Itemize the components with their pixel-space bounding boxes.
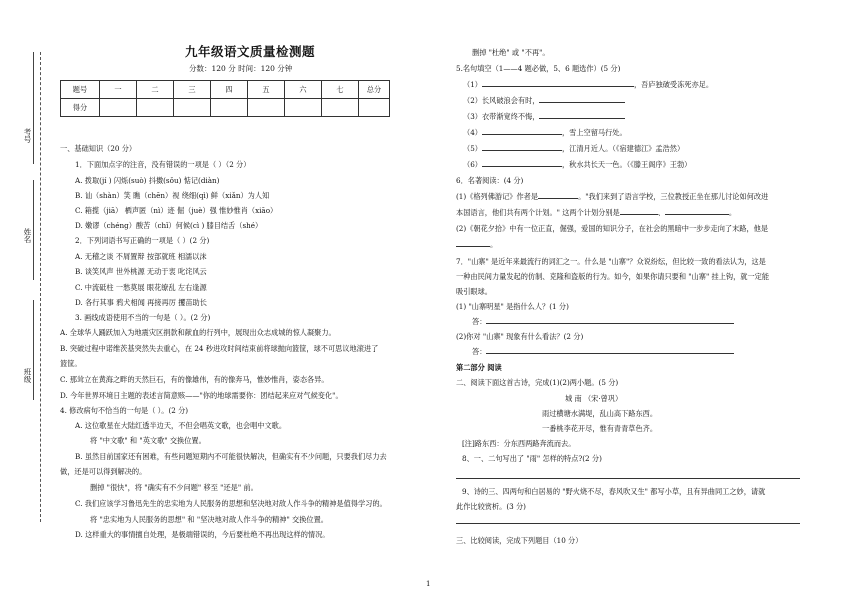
answer-line[interactable]: 答：	[472, 318, 734, 325]
binding-label-banji: 班级	[23, 368, 32, 383]
answer-line[interactable]: 答：	[472, 348, 734, 355]
option-text: B. 讪（shàn）笑 瞧（chēn）视 绕细(qì) 鲜（xiǎn）为人知	[75, 191, 270, 200]
answer-rule[interactable]	[456, 478, 800, 479]
question-text: 5.名句填空（1——4 题必做，5、6 题选作）(5 分)	[456, 64, 621, 73]
option-text: C. 中流砥柱 一愁莫展 眼花缭乱 左右逢源	[75, 283, 207, 292]
question-text: 4. 修改病句不恰当的一句是（ ）。(2 分)	[60, 406, 189, 415]
score-cell: 六	[285, 81, 322, 99]
score-input-cell[interactable]	[137, 99, 174, 117]
poem-line: 雨过横塘水满堤，乱山高下路东西。	[542, 409, 658, 418]
score-input-cell[interactable]	[174, 99, 211, 117]
option-text: 将 "中文歌" 和 "英文歌" 交换位置。	[90, 436, 206, 445]
question-text: 2．下列词语书写正确的一项是（ ）(2 分)	[75, 236, 210, 245]
score-input-cell[interactable]	[100, 99, 137, 117]
question-text: 9、诗的三、四两句和白居易的 "野火烧不尽，春风吹又生" 都写小草，且有异曲同工之妙，请就	[462, 487, 766, 496]
question-text: (1)《格列佛游记》作者是 。"我们来到了语言学校，三位教授正坐在那儿讨论如何改进	[456, 192, 769, 201]
score-cell: 五	[248, 81, 285, 99]
question-text: 6．名著阅读：(4 分)	[456, 176, 524, 185]
binding-line-xingming	[33, 180, 34, 280]
section-heading: 一、基础知识（20 分）	[60, 144, 137, 153]
binding-label-kaohao: 考号	[23, 128, 32, 143]
question-text: 一种由民间力量发起的仿制、克隆和盗版的行为。如今，如果你请只要和 "山寨" 挂上钩，就一定能	[456, 272, 770, 281]
question-text: 三、比较阅读，完成下列题目（10 分）	[456, 536, 583, 545]
option-text: 删掉 "很快"，将 "确实有不少问题" 移至 "还是" 前。	[90, 483, 258, 492]
fill-blank-line: （3）衣带渐宽终不悔，	[463, 113, 625, 120]
part-heading: 第二部分 阅读	[456, 363, 502, 372]
option-text: B. 谈笑风声 世外桃源 无动于衷 叱诧风云	[75, 267, 207, 276]
binding-dashed-line	[40, 52, 41, 522]
score-input-cell[interactable]	[285, 99, 322, 117]
question-text: (2)《朝花夕拾》中有一位正直，倔强，爱国的知识分子，在社会的黑暗中一步步走向了末路，他是	[456, 224, 769, 233]
option-text: C. 箱揽（jiā） 栖声匿（nì）迹 倔（juè）强 惟妙惟肖（xiāo）	[75, 206, 278, 215]
score-cell: 三	[174, 81, 211, 99]
question-text: 此作比较赏析。(3 分)	[456, 502, 526, 511]
question-text: 7．"山寨" 是近年来最流行的词汇之一。什么是 "山寨"？众说纷纭，但比较一致的看法认为，这是	[456, 257, 766, 266]
question-text: 。	[456, 241, 497, 248]
poem-line: 一番桃李花开尽，惟有青青草色齐。	[542, 424, 658, 433]
question-text: (1) "山寨明星" 是指什么人？(1 分)	[456, 302, 569, 311]
option-text: A. 这位歌星在大陆红透半边天，不但会唱英文歌，也会唱中文歌。	[75, 421, 287, 430]
exam-subtitle: 分数：120 分 时间：120 分钟	[189, 64, 293, 73]
score-cell: 二	[137, 81, 174, 99]
binding-label-xingming: 姓名	[23, 228, 32, 243]
option-text: A. 拨取(jí ) 闪烁(suò) 抖擞(sǒu) 惦记(diàn)	[75, 176, 220, 185]
poem-note: [注]路东西：分东西两路奔流而去。	[462, 439, 576, 448]
option-text: 篮筐。	[60, 359, 82, 368]
option-text: B. 虽然目前国家还有困难，有些问题短期内不可能很快解决，但确实有不少问题，只要我们尽力去	[75, 452, 387, 461]
score-cell: 总分	[359, 81, 390, 99]
option-text: B. 突破过程中诺维茨基突然失去重心，在 24 秒进攻时间结束前将球抛向篮筐，球不可思议地滚进了	[60, 344, 379, 353]
score-cell: 得分	[61, 99, 100, 117]
question-text: (2)你对 "山寨" 现象有什么看法？(2 分)	[456, 332, 584, 341]
score-table-header-row	[61, 81, 390, 99]
fill-blank-line: （1） ，吾庐独破受冻死亦足。	[463, 80, 714, 89]
option-text: A. 无稽之谈 不屑置辩 按部就班 相濡以沫	[75, 252, 207, 261]
score-cell: 题号	[61, 81, 100, 99]
score-input-cell[interactable]	[211, 99, 248, 117]
binding-line-banji	[33, 300, 34, 400]
poem-title: 城 南 （宋·曾巩）	[565, 394, 623, 403]
fill-blank-line: （6） ，秋水共长天一色。（《滕王阁序》王勃）	[463, 160, 692, 169]
option-text: 做，还是可以得到解决的。	[60, 467, 147, 476]
option-text: C. 我们应该学习鲁迅先生的忠实地为人民服务的思想和坚决地对敌人作斗争的精神是值得学习的。	[75, 499, 387, 508]
option-text: C. 那耸立在黄海之畔的天然巨石，有的像雄伟，有的像奔马，惟妙惟肖，姿态各异。	[60, 375, 329, 384]
answer-rule[interactable]	[456, 523, 800, 524]
option-text: 删掉 "杜绝" 或 "不再"。	[472, 48, 550, 57]
score-cell: 一	[100, 81, 137, 99]
option-text: D. 今年世界环境日主题的表述言简意赅——"你的地球需要你：团结起来应对气候变化"。	[60, 391, 343, 400]
fill-blank-line: （2）长风破浪会有时，	[463, 97, 625, 104]
option-text: D. 这样重大的事情擅自处理，是极端错误的，今后要杜绝不再出现这样的情况。	[75, 530, 330, 539]
question-text: 3. 画线成语使用不当的一句是（ ）。(2 分)	[75, 313, 211, 322]
binding-line-kaohao	[33, 52, 34, 164]
question-text: 本国语言，他们共有两个计划。" 这两个计划分别是 、 。	[456, 208, 737, 217]
fill-blank-line: （4） ，雪上空留马行处。	[463, 128, 627, 137]
option-text: A. 全球华人踊跃加入为地震灾区捐款和献血的行列中，展现出众志成城的惊人凝聚力。	[60, 328, 336, 337]
question-text: 8、一、二句写出了 "雨" 怎样的特点?(2 分)	[462, 454, 602, 463]
exam-title: 九年级语文质量检测题	[185, 44, 316, 59]
option-text: 将 "忠实地为人民服务的思想" 和 "坚决地对敌人作斗争的精神" 交换位置。	[90, 515, 328, 524]
question-text: 吸引眼球。	[456, 287, 492, 296]
score-cell: 四	[211, 81, 248, 99]
option-text: D. 嫩谬（chéng）酸苦（chǐ）何候(cì ) 膝目结舌（shé）	[75, 221, 263, 230]
fill-blank-line: （5） ，江清月近人。（《宿建德江》孟浩然）	[463, 144, 685, 153]
page-number: 1	[426, 580, 431, 588]
score-cell: 七	[322, 81, 359, 99]
score-input-cell[interactable]	[359, 99, 390, 117]
score-table-score-row	[61, 99, 390, 117]
option-text: D. 各行其事 鸦犬相闻 再接再厉 攫苗助长	[75, 298, 207, 307]
score-input-cell[interactable]	[248, 99, 285, 117]
question-text: 二、阅读下面这首古诗，完成(1)(2)两小题。(5 分)	[456, 378, 619, 387]
question-text: 1．下面加点字的注音，没有错误的一项是（ ）（2 分）	[75, 160, 251, 169]
score-table	[60, 80, 390, 117]
score-input-cell[interactable]	[322, 99, 359, 117]
